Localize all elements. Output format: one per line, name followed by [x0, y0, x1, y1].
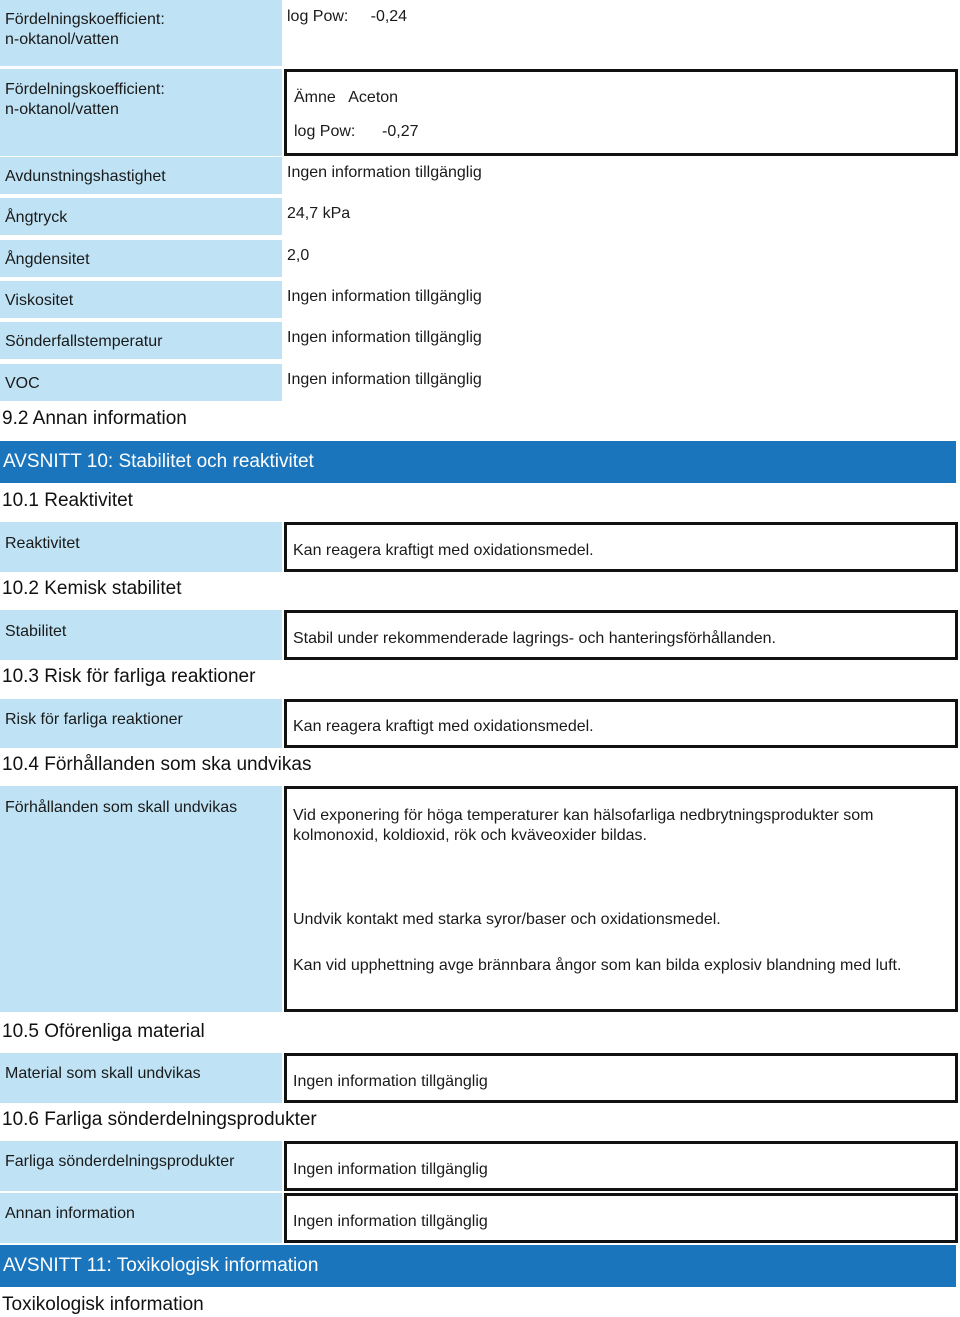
conditions-paragraph-2: Undvik kontakt med starka syror/baser och oxidationsmedel.: [293, 911, 721, 928]
section-10-band: AVSNITT 10: Stabilitet och reaktivitet: [0, 441, 956, 483]
value-evaporation-rate: Ingen information tillgänglig: [287, 164, 482, 181]
value-hazardous-reactions: Kan reagera kraftigt med oxidationsmedel.: [284, 699, 958, 748]
heading-10-5: 10.5 Oförenliga material: [2, 1021, 205, 1042]
value-other-information: Ingen information tillgänglig: [284, 1193, 958, 1243]
substance-label: Ämne: [294, 89, 336, 106]
heading-10-2: 10.2 Kemisk stabilitet: [2, 578, 182, 599]
value-vapor-density: 2,0: [287, 247, 310, 264]
section-11-band: AVSNITT 11: Toxikologisk information: [0, 1245, 956, 1287]
heading-9-2: 9.2 Annan information: [2, 408, 187, 429]
label-evaporation-rate: Avdunstningshastighet: [0, 157, 282, 194]
value-vapor-pressure: 24,7 kPa: [287, 205, 351, 222]
value-reactivity: Kan reagera kraftigt med oxidationsmedel.: [284, 522, 958, 572]
substance-value: Aceton: [348, 89, 399, 106]
label-partition-coefficient-acetone: Fördelningskoefficient: n-oktanol/vatten: [0, 69, 282, 156]
value-viscosity: Ingen information tillgänglig: [287, 288, 482, 305]
acetone-pow-box: [284, 69, 958, 156]
label-vapor-density: Ångdensitet: [0, 240, 282, 277]
label-partition-coefficient: Fördelningskoefficient: n-oktanol/vatten: [0, 0, 282, 66]
value-decomposition-products: Ingen information tillgänglig: [284, 1141, 958, 1191]
label-reactivity: Reaktivitet: [0, 522, 282, 572]
label-vapor-pressure: Ångtryck: [0, 198, 282, 235]
label-other-information: Annan information: [0, 1193, 282, 1243]
heading-10-1: 10.1 Reaktivitet: [2, 490, 133, 511]
value-decomposition-temperature: Ingen information tillgänglig: [287, 329, 482, 346]
heading-10-6: 10.6 Farliga sönderdelningsprodukter: [2, 1109, 317, 1130]
label-stability: Stabilitet: [0, 610, 282, 660]
value-conditions-to-avoid: [284, 786, 958, 1012]
log-pow-value: -0,27: [382, 123, 419, 140]
log-pow-value: -0,24: [370, 8, 408, 25]
label-conditions-to-avoid: Förhållanden som skall undvikas: [0, 786, 282, 1012]
value-incompatible-materials: Ingen information tillgänglig: [284, 1053, 958, 1103]
heading-10-3: 10.3 Risk för farliga reaktioner: [2, 666, 256, 687]
label-decomposition-products: Farliga sönderdelningsprodukter: [0, 1141, 282, 1191]
heading-10-4: 10.4 Förhållanden som ska undvikas: [2, 754, 312, 775]
value-log-pow: [282, 7, 412, 27]
conditions-paragraph-1: Vid exponering för höga temperaturer kan hälsofarliga nedbrytningsprodukter som kolmonoxid, koldioxid, rök och kväveoxider bildas.: [293, 807, 874, 844]
heading-toxicological-information: Toxikologisk information: [2, 1294, 204, 1315]
label-incompatible-materials: Material som skall undvikas: [0, 1053, 282, 1103]
log-pow-label: log Pow:: [287, 8, 349, 25]
label-viscosity: Viskositet: [0, 281, 282, 318]
log-pow-label: log Pow:: [294, 123, 356, 140]
label-decomposition-temperature: Sönderfallstemperatur: [0, 322, 282, 359]
label-hazardous-reactions: Risk för farliga reaktioner: [0, 699, 282, 748]
value-stability: Stabil under rekommenderade lagrings- och hanteringsförhållanden.: [284, 610, 958, 660]
label-voc: VOC: [0, 364, 282, 401]
value-voc: Ingen information tillgänglig: [287, 371, 482, 388]
conditions-paragraph-3: Kan vid upphettning avge brännbara ångor som kan bilda explosiv blandning med luft.: [293, 957, 902, 974]
